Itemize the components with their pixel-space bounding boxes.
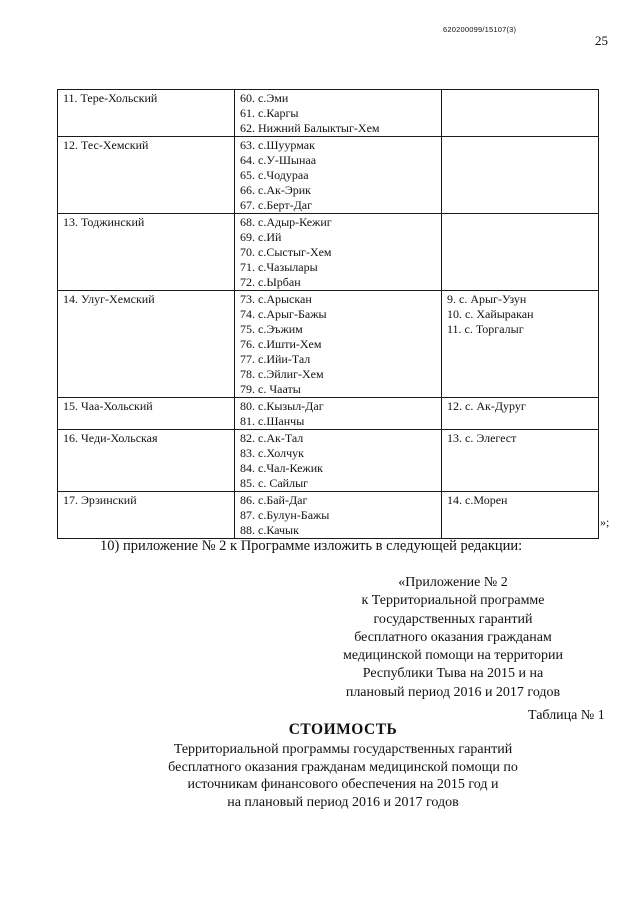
appendix-line: государственных гарантий	[373, 611, 533, 627]
extra-villages-cell	[442, 214, 599, 291]
extra-village-item: 12. с. Ак-Дуруг	[447, 399, 526, 413]
village-item: 68. с.Адыр-Кежиг	[240, 215, 332, 229]
document-heading: СТОИМОСТЬ	[288, 721, 398, 738]
title-block	[100, 720, 586, 811]
villages-cell	[235, 398, 442, 430]
village-item: 64. с.У-Шынаа	[240, 153, 317, 167]
village-item: 86. с.Бай-Даг	[240, 493, 308, 507]
title-line: на плановый период 2016 и 2017 годов	[227, 794, 459, 810]
village-item: 80. с.Кызыл-Даг	[240, 399, 324, 413]
village-item: 60. с.Эми	[240, 91, 289, 105]
appendix-line: медицинской помощи на территории	[342, 648, 564, 664]
table-row	[58, 214, 599, 291]
village-item: 62. Нижний Балыктыг-Хем	[240, 121, 380, 135]
extra-village-item: 14. с.Морен	[447, 493, 508, 507]
village-item: 87. с.Булун-Бажы	[240, 508, 330, 522]
village-item: 72. с.Ырбан	[240, 275, 301, 289]
district-cell: 13. Тоджинский	[58, 214, 235, 291]
title-line: бесплатного оказания гражданам медицинской помощи по	[168, 759, 518, 775]
district-cell: 17. Эрзинский	[58, 492, 235, 539]
table-row	[58, 137, 599, 214]
village-item: 70. с.Сыстыг-Хем	[240, 245, 332, 259]
village-item: 66. с.Ак-Эрик	[240, 183, 311, 197]
village-item: 78. с.Эйлиг-Хем	[240, 367, 324, 381]
village-item: 61. с.Каргы	[240, 106, 299, 120]
village-item: 85. с. Сайлыг	[240, 476, 309, 490]
village-item: 74. с.Арыг-Бажы	[240, 307, 327, 321]
villages-cell	[235, 137, 442, 214]
villages-cell	[235, 291, 442, 398]
village-item: 83. с.Холчук	[240, 446, 304, 460]
extra-villages-cell	[442, 430, 599, 492]
district-cell: 12. Тес-Хемский	[58, 137, 235, 214]
village-item: 67. с.Берт-Даг	[240, 198, 313, 212]
village-item: 63. с.Шуурмак	[240, 138, 315, 152]
villages-cell	[235, 492, 442, 539]
village-item: 73. с.Арыскан	[240, 292, 312, 306]
appendix-block	[300, 574, 606, 702]
extra-village-item: 11. с. Торгалыг	[447, 322, 524, 336]
villages-cell	[235, 214, 442, 291]
village-item: 75. с.Эъжим	[240, 322, 303, 336]
district-cell: 11. Тере-Хольский	[58, 90, 235, 137]
village-item: 76. с.Ишти-Хем	[240, 337, 322, 351]
extra-villages-cell	[442, 137, 599, 214]
title-line: источникам финансового обеспечения на 2015 год и	[187, 777, 499, 793]
districts-table-body	[58, 90, 599, 539]
appendix-line: плановый период 2016 и 2017 годов	[345, 684, 561, 700]
village-item: 81. с.Шанчы	[240, 414, 305, 428]
appendix-line: бесплатного оказания гражданам	[354, 629, 552, 645]
appendix-line: «Приложение № 2	[398, 575, 508, 590]
amendment-text: 10) приложение № 2 к Программе изложить в следующей редакции:	[100, 538, 523, 554]
table-row	[58, 90, 599, 137]
district-cell: 16. Чеди-Хольская	[58, 430, 235, 492]
village-item: 77. с.Ийи-Тал	[240, 352, 311, 366]
page-number: 25	[595, 33, 608, 48]
extra-villages-cell	[442, 398, 599, 430]
district-cell: 14. Улуг-Хемский	[58, 291, 235, 398]
village-item: 65. с.Чодураа	[240, 168, 309, 182]
extra-village-item: 10. с. Хайыракан	[447, 307, 534, 321]
title-line: Территориальной программы государственных гарантий	[173, 742, 513, 757]
extra-village-item: 13. с. Элегест	[447, 431, 517, 445]
village-item: 71. с.Чазылары	[240, 260, 318, 274]
villages-cell	[235, 430, 442, 492]
table-closing-mark: »;	[600, 515, 610, 529]
table-row	[58, 492, 599, 539]
district-cell: 15. Чаа-Хольский	[58, 398, 235, 430]
extra-villages-cell	[442, 492, 599, 539]
extra-village-item: 9. с. Арыг-Узун	[447, 292, 527, 306]
table-row	[58, 430, 599, 492]
village-item: 88. с.Качык	[240, 523, 299, 537]
table-label: Таблица № 1	[528, 708, 605, 723]
districts-table	[57, 89, 599, 539]
village-item: 84. с.Чал-Кежик	[240, 461, 323, 475]
document-code: 620200099/15107(3)	[443, 25, 517, 34]
appendix-line: к Территориальной программе	[361, 593, 545, 609]
village-item: 79. с. Чааты	[240, 382, 301, 396]
village-item: 69. с.Ий	[240, 230, 282, 244]
villages-cell	[235, 90, 442, 137]
extra-villages-cell	[442, 291, 599, 398]
table-row	[58, 291, 599, 398]
extra-villages-cell	[442, 90, 599, 137]
table-row	[58, 398, 599, 430]
appendix-line: Республики Тыва на 2015 и на	[362, 666, 544, 682]
village-item: 82. с.Ак-Тал	[240, 431, 304, 445]
